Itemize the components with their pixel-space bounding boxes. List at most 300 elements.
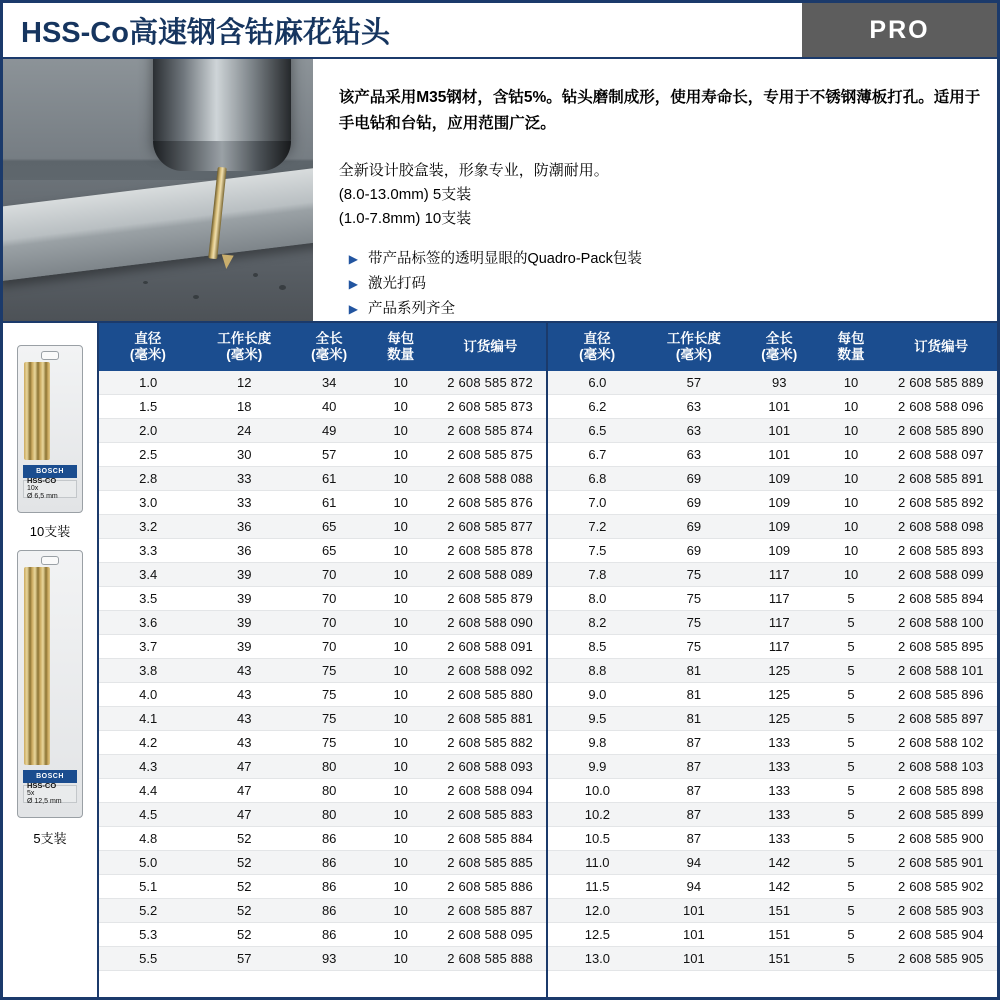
cell-diameter: 4.8 (99, 827, 197, 851)
cell-working-length: 101 (647, 923, 741, 947)
package-spec-count: 5x (27, 790, 35, 797)
cell-order-number: 2 608 585 878 (434, 539, 546, 563)
column-header-diameter (548, 323, 647, 371)
cell-pack-qty: 5 (817, 923, 884, 947)
cell-working-length: 87 (647, 731, 741, 755)
cell-pack-qty: 5 (817, 803, 884, 827)
cell-pack-qty: 10 (817, 491, 884, 515)
cell-diameter: 11.0 (548, 851, 647, 875)
cell-pack-qty: 10 (367, 515, 434, 539)
list-item (339, 247, 981, 272)
cell-diameter: 12.5 (548, 923, 647, 947)
package-image-5pack (17, 550, 83, 818)
cell-diameter: 4.4 (99, 779, 197, 803)
cell-order-number: 2 608 588 102 (885, 731, 997, 755)
cell-order-number: 2 608 585 876 (434, 491, 546, 515)
cell-pack-qty: 10 (367, 899, 434, 923)
header-line-1: 每包 (387, 331, 415, 346)
cell-order-number: 2 608 588 088 (434, 467, 546, 491)
packaging-column (3, 323, 99, 997)
photo-drill-bit-tip (220, 254, 233, 269)
header-line-1: 全长 (765, 331, 793, 346)
cell-working-length: 33 (197, 491, 291, 515)
package-spec-count: 10x (27, 485, 39, 492)
cell-pack-qty: 10 (817, 419, 884, 443)
packaging-note-line: (8.0-13.0mm) 5支装 (338, 186, 472, 203)
table-row (99, 947, 546, 971)
header-line-2: 数量 (387, 347, 415, 362)
cell-diameter: 10.0 (548, 779, 647, 803)
cell-working-length: 87 (647, 827, 741, 851)
cell-diameter: 6.7 (548, 443, 647, 467)
cell-working-length: 43 (197, 707, 291, 731)
cell-diameter: 3.0 (99, 491, 197, 515)
spec-table-right-wrap (548, 323, 997, 997)
cell-diameter: 3.6 (99, 611, 197, 635)
cell-total-length: 80 (291, 779, 367, 803)
cell-total-length: 109 (741, 491, 817, 515)
cell-diameter: 8.0 (548, 587, 647, 611)
cell-pack-qty: 10 (367, 443, 434, 467)
table-row (99, 587, 546, 611)
cell-diameter: 10.5 (548, 827, 647, 851)
cell-total-length: 101 (741, 419, 817, 443)
cell-total-length: 93 (741, 371, 817, 395)
cell-total-length: 70 (291, 587, 367, 611)
cell-diameter: 3.3 (99, 539, 197, 563)
cell-total-length: 133 (741, 755, 817, 779)
table-row (99, 371, 546, 395)
cell-diameter: 5.0 (99, 851, 197, 875)
cell-working-length: 43 (197, 683, 291, 707)
cell-working-length: 52 (197, 899, 291, 923)
cell-total-length: 49 (291, 419, 367, 443)
cell-order-number: 2 608 585 899 (885, 803, 997, 827)
cell-working-length: 81 (647, 659, 741, 683)
cell-order-number: 2 608 585 882 (434, 731, 546, 755)
table-row (99, 779, 546, 803)
cell-total-length: 125 (741, 659, 817, 683)
cell-working-length: 57 (647, 371, 741, 395)
table-row (99, 635, 546, 659)
table-row (99, 731, 546, 755)
cell-pack-qty: 10 (367, 755, 434, 779)
photo-drill-chuck (153, 59, 291, 149)
table-row (99, 803, 546, 827)
cell-pack-qty: 10 (367, 371, 434, 395)
cell-order-number: 2 608 588 100 (885, 611, 997, 635)
cell-working-length: 63 (647, 419, 741, 443)
table-row (99, 683, 546, 707)
table-row (99, 923, 546, 947)
spec-table-left (99, 323, 546, 971)
cell-pack-qty: 10 (367, 611, 434, 635)
cell-order-number: 2 608 585 886 (434, 875, 546, 899)
cell-pack-qty: 10 (367, 563, 434, 587)
cell-working-length: 39 (197, 635, 291, 659)
cell-working-length: 75 (647, 587, 741, 611)
cell-total-length: 61 (291, 467, 367, 491)
cell-order-number: 2 608 585 894 (885, 587, 997, 611)
cell-diameter: 6.8 (548, 467, 647, 491)
cell-order-number: 2 608 585 883 (434, 803, 546, 827)
cell-pack-qty: 10 (367, 539, 434, 563)
cell-working-length: 94 (647, 875, 741, 899)
cell-diameter: 7.0 (548, 491, 647, 515)
cell-order-number: 2 608 585 880 (434, 683, 546, 707)
cell-total-length: 86 (291, 899, 367, 923)
cell-total-length: 117 (741, 611, 817, 635)
cell-pack-qty: 10 (367, 779, 434, 803)
cell-pack-qty: 5 (817, 587, 884, 611)
cell-order-number: 2 608 588 103 (885, 755, 997, 779)
cell-working-length: 39 (197, 563, 291, 587)
triangle-bullet-icon: ▶ (348, 302, 358, 316)
cell-working-length: 39 (197, 587, 291, 611)
list-item (339, 272, 981, 297)
cell-pack-qty: 10 (817, 371, 884, 395)
cell-pack-qty: 5 (817, 779, 884, 803)
table-row (548, 947, 997, 971)
table-row (99, 563, 546, 587)
table-row (548, 659, 997, 683)
header-line-2: (毫米) (226, 347, 263, 362)
cell-total-length: 70 (291, 611, 367, 635)
cell-pack-qty: 10 (367, 947, 434, 971)
cell-diameter: 2.5 (99, 443, 197, 467)
cell-diameter: 7.5 (548, 539, 647, 563)
cell-working-length: 69 (647, 515, 741, 539)
title-container (3, 3, 802, 57)
cell-diameter: 8.8 (548, 659, 647, 683)
cell-diameter: 5.5 (99, 947, 197, 971)
cell-order-number: 2 608 588 091 (434, 635, 546, 659)
cell-total-length: 40 (291, 395, 367, 419)
cell-total-length: 101 (741, 395, 817, 419)
cell-pack-qty: 10 (367, 467, 434, 491)
package-hook (41, 351, 59, 360)
header-line-1: 全长 (315, 331, 343, 346)
cell-working-length: 39 (197, 611, 291, 635)
table-row (99, 611, 546, 635)
column-header-order-number (885, 323, 997, 371)
table-header-row (99, 323, 546, 371)
cell-total-length: 86 (291, 851, 367, 875)
cell-pack-qty: 10 (367, 659, 434, 683)
table-row (548, 899, 997, 923)
table-row (548, 803, 997, 827)
cell-working-length: 69 (647, 467, 741, 491)
package-brand-label: BOSCH (23, 770, 77, 783)
column-header-diameter (99, 323, 197, 371)
cell-total-length: 117 (741, 563, 817, 587)
packaging-notes (339, 159, 981, 231)
package-bits (24, 567, 50, 765)
cell-working-length: 18 (197, 395, 291, 419)
cell-total-length: 133 (741, 827, 817, 851)
header-line-2: (毫米) (761, 347, 798, 362)
cell-pack-qty: 5 (817, 659, 884, 683)
cell-working-length: 57 (197, 947, 291, 971)
list-item (339, 297, 981, 322)
cell-pack-qty: 10 (817, 515, 884, 539)
cell-total-length: 142 (741, 875, 817, 899)
cell-total-length: 117 (741, 635, 817, 659)
cell-working-length: 63 (647, 395, 741, 419)
cell-diameter: 3.5 (99, 587, 197, 611)
package-spec-diameter: Ø 6,5 mm (27, 493, 58, 500)
cell-total-length: 61 (291, 491, 367, 515)
cell-pack-qty: 5 (817, 611, 884, 635)
header-line-2: (毫米) (579, 347, 616, 362)
cell-working-length: 81 (647, 707, 741, 731)
cell-total-length: 133 (741, 731, 817, 755)
cell-pack-qty: 10 (367, 587, 434, 611)
cell-diameter: 6.0 (548, 371, 647, 395)
table-row (99, 875, 546, 899)
cell-order-number: 2 608 585 900 (885, 827, 997, 851)
cell-total-length: 86 (291, 875, 367, 899)
cell-diameter: 5.2 (99, 899, 197, 923)
table-row (548, 611, 997, 635)
table-row (548, 515, 997, 539)
table-row (548, 467, 997, 491)
cell-working-length: 43 (197, 659, 291, 683)
cell-diameter: 3.8 (99, 659, 197, 683)
cell-order-number: 2 608 585 903 (885, 899, 997, 923)
cell-diameter: 9.9 (548, 755, 647, 779)
header-line-2: 数量 (837, 347, 865, 362)
cell-order-number: 2 608 585 881 (434, 707, 546, 731)
cell-working-length: 30 (197, 443, 291, 467)
cell-pack-qty: 10 (367, 683, 434, 707)
table-row (99, 515, 546, 539)
cell-order-number: 2 608 585 887 (434, 899, 546, 923)
cell-total-length: 86 (291, 827, 367, 851)
header-line-1: 工作长度 (217, 331, 272, 346)
table-row (99, 659, 546, 683)
table-row (548, 683, 997, 707)
cell-diameter: 8.5 (548, 635, 647, 659)
triangle-bullet-icon: ▶ (348, 252, 358, 266)
cell-pack-qty: 5 (817, 899, 884, 923)
cell-working-length: 43 (197, 731, 291, 755)
cell-total-length: 80 (291, 803, 367, 827)
cell-working-length: 33 (197, 467, 291, 491)
cell-order-number: 2 608 588 090 (434, 611, 546, 635)
spec-tables (99, 323, 997, 997)
cell-pack-qty: 10 (817, 539, 884, 563)
cell-order-number: 2 608 585 884 (434, 827, 546, 851)
cell-working-length: 69 (647, 491, 741, 515)
cell-diameter: 4.3 (99, 755, 197, 779)
cell-order-number: 2 608 585 891 (885, 467, 997, 491)
header-line-2: (毫米) (311, 347, 348, 362)
cell-pack-qty: 10 (367, 851, 434, 875)
package-spec-diameter: Ø 12,5 mm (27, 798, 62, 805)
table-body-left (99, 371, 546, 971)
cell-total-length: 133 (741, 803, 817, 827)
column-header-pack-qty (817, 323, 884, 371)
cell-total-length: 70 (291, 635, 367, 659)
cell-diameter: 12.0 (548, 899, 647, 923)
cell-total-length: 117 (741, 587, 817, 611)
cell-pack-qty: 10 (817, 563, 884, 587)
pro-badge: PRO (802, 3, 997, 57)
package-spec-name: HSS-CO (27, 476, 57, 485)
table-row (548, 875, 997, 899)
cell-diameter: 5.1 (99, 875, 197, 899)
intro-text (313, 59, 997, 321)
table-row (99, 899, 546, 923)
column-header-working-length (197, 323, 291, 371)
cell-order-number: 2 608 588 093 (434, 755, 546, 779)
cell-total-length: 109 (741, 539, 817, 563)
cell-order-number: 2 608 585 905 (885, 947, 997, 971)
cell-order-number: 2 608 585 895 (885, 635, 997, 659)
cell-pack-qty: 10 (367, 707, 434, 731)
header-line-1: 订货编号 (914, 339, 969, 354)
header-line-1: 直径 (583, 331, 611, 346)
cell-pack-qty: 10 (817, 443, 884, 467)
intro-section (3, 59, 997, 323)
specs-section (3, 323, 997, 997)
cell-total-length: 75 (291, 683, 367, 707)
table-row (99, 467, 546, 491)
cell-pack-qty: 5 (817, 707, 884, 731)
cell-diameter: 4.2 (99, 731, 197, 755)
package-hook (41, 556, 59, 565)
package-caption-5pack: 5支装 (33, 831, 67, 846)
cell-total-length: 70 (291, 563, 367, 587)
column-header-total-length (291, 323, 367, 371)
cell-diameter: 6.5 (548, 419, 647, 443)
cell-order-number: 2 608 585 892 (885, 491, 997, 515)
cell-diameter: 2.0 (99, 419, 197, 443)
cell-order-number: 2 608 585 904 (885, 923, 997, 947)
cell-total-length: 125 (741, 707, 817, 731)
cell-order-number: 2 608 588 096 (885, 395, 997, 419)
table-row (99, 851, 546, 875)
cell-working-length: 87 (647, 779, 741, 803)
product-description: 该产品采用M35钢材，含钴5%。钻头磨制成形，使用寿命长，专用于不锈钢薄板打孔。适用于手电钻和台钻，应用范围广泛。 (338, 89, 981, 132)
package-spec-name: HSS-CO (27, 781, 57, 790)
table-row (548, 443, 997, 467)
table-row (548, 563, 997, 587)
table-header-row (548, 323, 997, 371)
table-body-right (548, 371, 997, 971)
cell-diameter: 4.1 (99, 707, 197, 731)
column-header-working-length (647, 323, 741, 371)
cell-pack-qty: 10 (367, 395, 434, 419)
cell-working-length: 63 (647, 443, 741, 467)
photo-chip (279, 285, 286, 290)
cell-working-length: 47 (197, 755, 291, 779)
cell-diameter: 3.7 (99, 635, 197, 659)
cell-diameter: 7.8 (548, 563, 647, 587)
cell-pack-qty: 5 (817, 947, 884, 971)
cell-order-number: 2 608 585 872 (434, 371, 546, 395)
cell-total-length: 151 (741, 899, 817, 923)
table-row (99, 395, 546, 419)
cell-total-length: 75 (291, 731, 367, 755)
cell-order-number: 2 608 585 896 (885, 683, 997, 707)
photo-chip (253, 273, 258, 277)
cell-order-number: 2 608 585 877 (434, 515, 546, 539)
cell-working-length: 75 (647, 635, 741, 659)
table-row (99, 491, 546, 515)
cell-working-length: 52 (197, 923, 291, 947)
cell-working-length: 87 (647, 803, 741, 827)
table-row (99, 827, 546, 851)
cell-order-number: 2 608 588 092 (434, 659, 546, 683)
cell-order-number: 2 608 585 874 (434, 419, 546, 443)
table-row (548, 851, 997, 875)
cell-order-number: 2 608 585 888 (434, 947, 546, 971)
table-row (548, 827, 997, 851)
cell-diameter: 1.0 (99, 371, 197, 395)
cell-order-number: 2 608 588 098 (885, 515, 997, 539)
cell-total-length: 142 (741, 851, 817, 875)
cell-diameter: 13.0 (548, 947, 647, 971)
cell-order-number: 2 608 585 875 (434, 443, 546, 467)
cell-pack-qty: 5 (817, 635, 884, 659)
table-row (548, 707, 997, 731)
cell-order-number: 2 608 585 902 (885, 875, 997, 899)
cell-pack-qty: 5 (817, 683, 884, 707)
cell-order-number: 2 608 588 095 (434, 923, 546, 947)
table-row (548, 635, 997, 659)
table-row (548, 491, 997, 515)
cell-diameter: 1.5 (99, 395, 197, 419)
column-header-order-number (434, 323, 546, 371)
cell-total-length: 75 (291, 707, 367, 731)
cell-total-length: 151 (741, 923, 817, 947)
cell-working-length: 52 (197, 851, 291, 875)
table-row (548, 923, 997, 947)
cell-order-number: 2 608 585 898 (885, 779, 997, 803)
table-row (548, 419, 997, 443)
cell-total-length: 65 (291, 539, 367, 563)
cell-total-length: 86 (291, 923, 367, 947)
cell-pack-qty: 10 (817, 395, 884, 419)
table-row (99, 707, 546, 731)
table-row (548, 371, 997, 395)
package-spec-label (23, 476, 77, 500)
cell-working-length: 75 (647, 563, 741, 587)
cell-total-length: 109 (741, 515, 817, 539)
cell-working-length: 52 (197, 827, 291, 851)
cell-total-length: 34 (291, 371, 367, 395)
column-header-total-length (741, 323, 817, 371)
cell-diameter: 8.2 (548, 611, 647, 635)
header-line-2: (毫米) (129, 347, 166, 362)
packaging-note-line: (1.0-7.8mm) 10支装 (338, 210, 472, 227)
cell-pack-qty: 10 (367, 803, 434, 827)
cell-pack-qty: 10 (367, 635, 434, 659)
header-line-1: 直径 (134, 331, 162, 346)
package-image-10pack (17, 345, 83, 513)
cell-pack-qty: 10 (817, 467, 884, 491)
cell-total-length: 75 (291, 659, 367, 683)
table-row (99, 539, 546, 563)
cell-diameter: 9.8 (548, 731, 647, 755)
cell-order-number: 2 608 588 089 (434, 563, 546, 587)
package-brand-label: BOSCH (23, 465, 77, 478)
cell-diameter: 7.2 (548, 515, 647, 539)
cell-order-number: 2 608 588 099 (885, 563, 997, 587)
cell-working-length: 101 (647, 947, 741, 971)
